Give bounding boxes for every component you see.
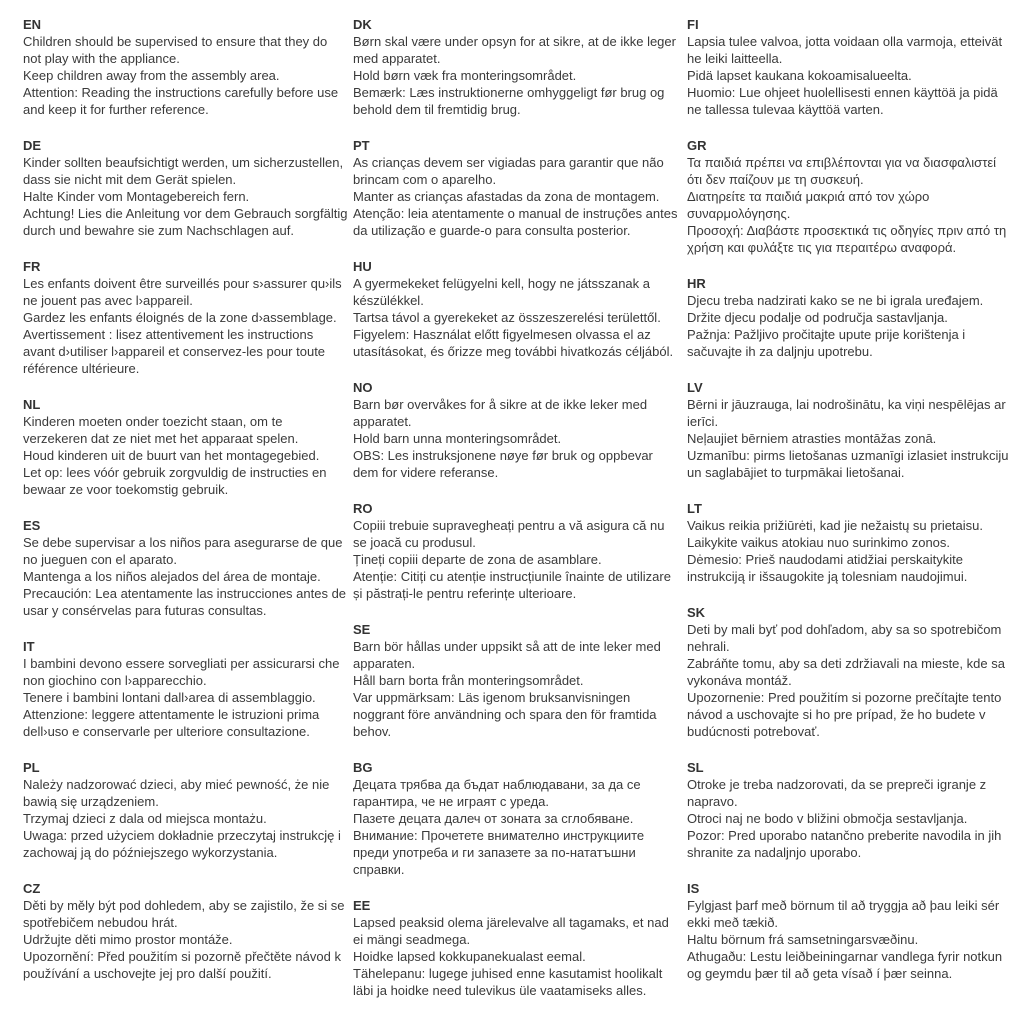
instruction-sentence: Otroci naj ne bodo v bližini območja sestavljanja. (687, 811, 968, 826)
language-section-de (23, 137, 348, 239)
instruction-sentence: Držite djecu podalje od područja sastavljanja. (687, 310, 948, 325)
instruction-sentence: Figyelem: Használat előtt figyelmesen olvassa el az utasításokat, és őrizze meg további hivatkozás céljából. (353, 327, 674, 359)
instruction-sentence: Let op: lees vóór gebruik zorgvuldig de instructies en bewaar ze voor toekomstig gebruik. (23, 465, 327, 497)
language-section-hu (353, 258, 680, 360)
instruction-sentence: Należy nadzorować dzieci, aby mieć pewność, że nie bawią się urządzeniem. (23, 777, 330, 809)
instruction-sentence: Tenere i bambini lontani dall›area di assemblaggio. (23, 690, 316, 705)
language-code-bg: BG (353, 760, 373, 775)
instruction-sentence: Keep children away from the assembly area. (23, 68, 280, 83)
instruction-sentence: Copiii trebuie supravegheați pentru a vă asigura că nu se joacă cu produsul. (353, 518, 665, 550)
language-code-en: EN (23, 17, 42, 32)
language-section-fr (23, 258, 348, 377)
language-code-nl: NL (23, 397, 41, 412)
instruction-sentence: Halte Kinder vom Montagebereich fern. (23, 189, 250, 204)
instruction-sentence: Fylgjast þarf með börnum til að tryggja að þau leiki sér ekki með tækið. (687, 898, 1000, 930)
language-section-hr (687, 275, 1012, 360)
language-code-hu: HU (353, 259, 372, 274)
language-code-se: SE (353, 622, 371, 637)
instruction-sentence: Mantenga a los niños alejados del área de montaje. (23, 569, 321, 584)
language-section-cz (23, 880, 348, 982)
language-code-ro: RO (353, 501, 373, 516)
instruction-sentence: Uwaga: przed użyciem dokładnie przeczytaj instrukcję i zachowaj ją do późniejszego wykorzystania. (23, 828, 341, 860)
instruction-sentence: Kinderen moeten onder toezicht staan, om te verzekeren dat ze niet met het apparaat spelen. (23, 414, 299, 446)
instruction-sentence: Attenzione: leggere attentamente le istruzioni prima dell›uso e conservarle per ulteriore consultazione. (23, 707, 320, 739)
instruction-sentence: Gardez les enfants éloignés de la zone d›assemblage. (23, 310, 337, 325)
instruction-sentence: Προσοχή: Διαβάστε προσεκτικά τις οδηγίες πριν από τη χρήση και φυλάξτε τις για περαιτέρω αναφορά. (687, 223, 1007, 255)
instruction-sentence: Precaución: Lea atentamente las instrucciones antes de usar y consérvelas para futuras consultas. (23, 586, 347, 618)
instruction-sentence: Țineți copiii departe de zona de asamblare. (353, 552, 602, 567)
language-section-en (23, 16, 348, 118)
language-section-sl (687, 759, 1012, 861)
instruction-sentence: Otroke je treba nadzorovati, da se prepreči igranje z napravo. (687, 777, 987, 809)
instruction-sentence: Atenție: Citiți cu atenție instrucțiunile înainte de utilizare și păstrați-le pentru referințe ulterioare. (353, 569, 671, 601)
language-section-lt (687, 500, 1012, 585)
language-section-pt (353, 137, 680, 239)
instruction-sentence: Djecu treba nadzirati kako se ne bi igrala uređajem. (687, 293, 984, 308)
instruction-sentence: Τα παιδιά πρέπει να επιβλέπονται για να διασφαλιστεί ότι δεν παίζουν με τη συσκευή. (687, 155, 997, 187)
instruction-sentence: Laikykite vaikus atokiau nuo surinkimo zonos. (687, 535, 951, 550)
language-code-fr: FR (23, 259, 41, 274)
instruction-sentence: As crianças devem ser vigiadas para garantir que não brincam com o aparelho. (353, 155, 664, 187)
instruction-sentence: Achtung! Lies die Anleitung vor dem Gebrauch sorgfältig durch und bewahre sie zum Nachschlagen auf. (23, 206, 348, 238)
instruction-sentence: Διατηρείτε τα παιδιά μακριά από τον χώρο συναρμολόγησης. (687, 189, 930, 221)
instruction-sentence: Kinder sollten beaufsichtigt werden, um sicherzustellen, dass sie nicht mit dem Gerät spielen. (23, 155, 344, 187)
language-section-gr (687, 137, 1012, 256)
instruction-sentence: I bambini devono essere sorvegliati per assicurarsi che non giochino con l›apparecchio. (23, 656, 340, 688)
instruction-sentence: Dėmesio: Prieš naudodami atidžiai perskaitykite instrukciją ir išsaugokite ją tolesniam naudojimui. (687, 552, 968, 584)
language-section-nl (23, 396, 348, 498)
instruction-sentence: Trzymaj dzieci z dala od miejsca montażu. (23, 811, 267, 826)
instruction-sentence: Les enfants doivent être surveillés pour s›assurer qu›ils ne jouent pas avec l›appareil. (23, 276, 342, 308)
language-section-bg (353, 759, 680, 878)
instruction-sentence: Lapsia tulee valvoa, jotta voidaan olla varmoja, etteivät he leiki laitteella. (687, 34, 1003, 66)
instruction-sentence: Houd kinderen uit de buurt van het montagegebied. (23, 448, 320, 463)
language-code-lt: LT (687, 501, 702, 516)
language-section-dk (353, 16, 680, 118)
language-section-se (353, 621, 680, 740)
instruction-sentence: Se debe supervisar a los niños para asegurarse de que no jueguen con el aparato. (23, 535, 343, 567)
instruction-sentence: Håll barn borta från monteringsområdet. (353, 673, 584, 688)
instruction-sentence: Bemærk: Læs instruktionerne omhyggeligt før brug og behold dem til fremtidig brug. (353, 85, 665, 117)
column-left (23, 16, 348, 1024)
instruction-sentence: Huomio: Lue ohjeet huolellisesti ennen käyttöä ja pidä ne tallessa tulevaa käyttöä varten. (687, 85, 998, 117)
column-right (687, 16, 1012, 1024)
instruction-sentence: Upozornenie: Pred použitím si pozorne prečítajte tento návod a uschovajte si ho pre prípad, že ho budete v budúcnosti potrebovať. (687, 690, 1002, 739)
instruction-sentence: Hoidke lapsed kokkupanekualast eemal. (353, 949, 586, 964)
instruction-sentence: Barn bör hållas under uppsikt så att de inte leker med apparaten. (353, 639, 661, 671)
instruction-sentence: Børn skal være under opsyn for at sikre, at de ikke leger med apparatet. (353, 34, 676, 66)
instruction-sentence: Attention: Reading the instructions carefully before use and keep it for further reference. (23, 85, 339, 117)
language-section-ee (353, 897, 680, 999)
instruction-sentence: Пазете децата далеч от зоната за сглобяване. (353, 811, 634, 826)
language-code-sl: SL (687, 760, 704, 775)
instruction-sentence: Manter as crianças afastadas da zona de montagem. (353, 189, 660, 204)
language-code-ee: EE (353, 898, 371, 913)
language-section-no (353, 379, 680, 481)
instruction-sentence: Pažnja: Pažljivo pročitajte upute prije korištenja i sačuvajte ih za daljnju upotrebu. (687, 327, 966, 359)
language-code-is: IS (687, 881, 700, 896)
column-middle (353, 16, 680, 1024)
language-code-de: DE (23, 138, 42, 153)
language-section-pl (23, 759, 348, 861)
instruction-sentence: Barn bør overvåkes for å sikre at de ikke leker med apparatet. (353, 397, 648, 429)
language-code-no: NO (353, 380, 373, 395)
instruction-sentence: Var uppmärksam: Läs igenom bruksanvisningen noggrant före användning och spara den för framtida behov. (353, 690, 657, 739)
language-code-fi: FI (687, 17, 699, 32)
language-section-es (23, 517, 348, 619)
language-code-lv: LV (687, 380, 703, 395)
language-code-sk: SK (687, 605, 706, 620)
instruction-sentence: OBS: Les instruksjonene nøye før bruk og oppbevar dem for videre referanse. (353, 448, 653, 480)
language-code-it: IT (23, 639, 35, 654)
language-section-fi (687, 16, 1012, 118)
instruction-sentence: Atenção: leia atentamente o manual de instruções antes da utilização e guarde-o para consulta posterior. (353, 206, 678, 238)
instruction-sentence: Pozor: Pred uporabo natančno preberite navodila in jih shranite za nadaljnjo uporabo. (687, 828, 1002, 860)
language-code-cz: CZ (23, 881, 41, 896)
language-code-dk: DK (353, 17, 372, 32)
instruction-sentence: Udržujte děti mimo prostor montáže. (23, 932, 233, 947)
instruction-sentence: Children should be supervised to ensure that they do not play with the appliance. (23, 34, 328, 66)
language-code-pl: PL (23, 760, 40, 775)
instruction-sentence: Upozornění: Před použitím si pozorně přečtěte návod k používání a uschovejte jej pro další použití. (23, 949, 341, 981)
language-section-sk (687, 604, 1012, 740)
instruction-sentence: Zabráňte tomu, aby sa deti zdržiavali na mieste, kde sa vykonáva montáž. (687, 656, 1005, 688)
instruction-sentence: Lapsed peaksid olema järelevalve all tagamaks, et nad ei mängi seadmega. (353, 915, 669, 947)
instruction-sentence: Bērni ir jāuzrauga, lai nodrošinātu, ka viņi nespēlējas ar ierīci. (687, 397, 1006, 429)
language-code-hr: HR (687, 276, 706, 291)
language-code-es: ES (23, 518, 41, 533)
language-section-is (687, 880, 1012, 982)
language-section-lv (687, 379, 1012, 481)
instruction-sentence: Vaikus reikia prižiūrėti, kad jie nežaistų su prietaisu. (687, 518, 984, 533)
language-section-it (23, 638, 348, 740)
language-section-ro (353, 500, 680, 602)
instruction-sentence: Athugaðu: Lestu leiðbeiningarnar vandlega fyrir notkun og geymdu þær til að geta vísað í þær seinna. (687, 949, 1003, 981)
language-code-pt: PT (353, 138, 370, 153)
instruction-sentence: A gyermekeket felügyelni kell, hogy ne játsszanak a készülékkel. (353, 276, 651, 308)
language-code-gr: GR (687, 138, 707, 153)
instruction-sentence: Haltu börnum frá samsetningarsvæðinu. (687, 932, 919, 947)
instruction-sentence: Hold barn unna monteringsområdet. (353, 431, 562, 446)
instruction-sentence: Tähelepanu: lugege juhised enne kasutamist hoolikalt läbi ja hoidke need tulevikus üle vaatamiseks alles. (353, 966, 663, 998)
instruction-sentence: Hold børn væk fra monteringsområdet. (353, 68, 577, 83)
instruction-sentence: Uzmanību: pirms lietošanas uzmanīgi izlasiet instrukciju un saglabājiet to turpmākai lietošanai. (687, 448, 1009, 480)
instruction-sentence: Neļaujiet bērniem atrasties montāžas zonā. (687, 431, 937, 446)
instruction-sentence: Внимание: Прочетете внимателно инструкциите преди употреба и ги запазете за по-нататъшни справки. (353, 828, 645, 877)
instruction-sentence: Deti by mali byť pod dohľadom, aby sa so spotrebičom nehrali. (687, 622, 1002, 654)
instruction-sentence: Avertissement : lisez attentivement les instructions avant d›utiliser l›appareil et conservez-les pour toute référence ultérieure. (23, 327, 326, 376)
instruction-sentence: Децата трябва да бъдат наблюдавани, за да се гарантира, че не играят с уреда. (353, 777, 641, 809)
instruction-sentence: Pidä lapset kaukana kokoamisalueelta. (687, 68, 912, 83)
instruction-sentence: Tartsa távol a gyerekeket az összeszerelési területtől. (353, 310, 661, 325)
instruction-sentence: Děti by měly být pod dohledem, aby se zajistilo, že si se spotřebičem nebudou hrát. (23, 898, 345, 930)
